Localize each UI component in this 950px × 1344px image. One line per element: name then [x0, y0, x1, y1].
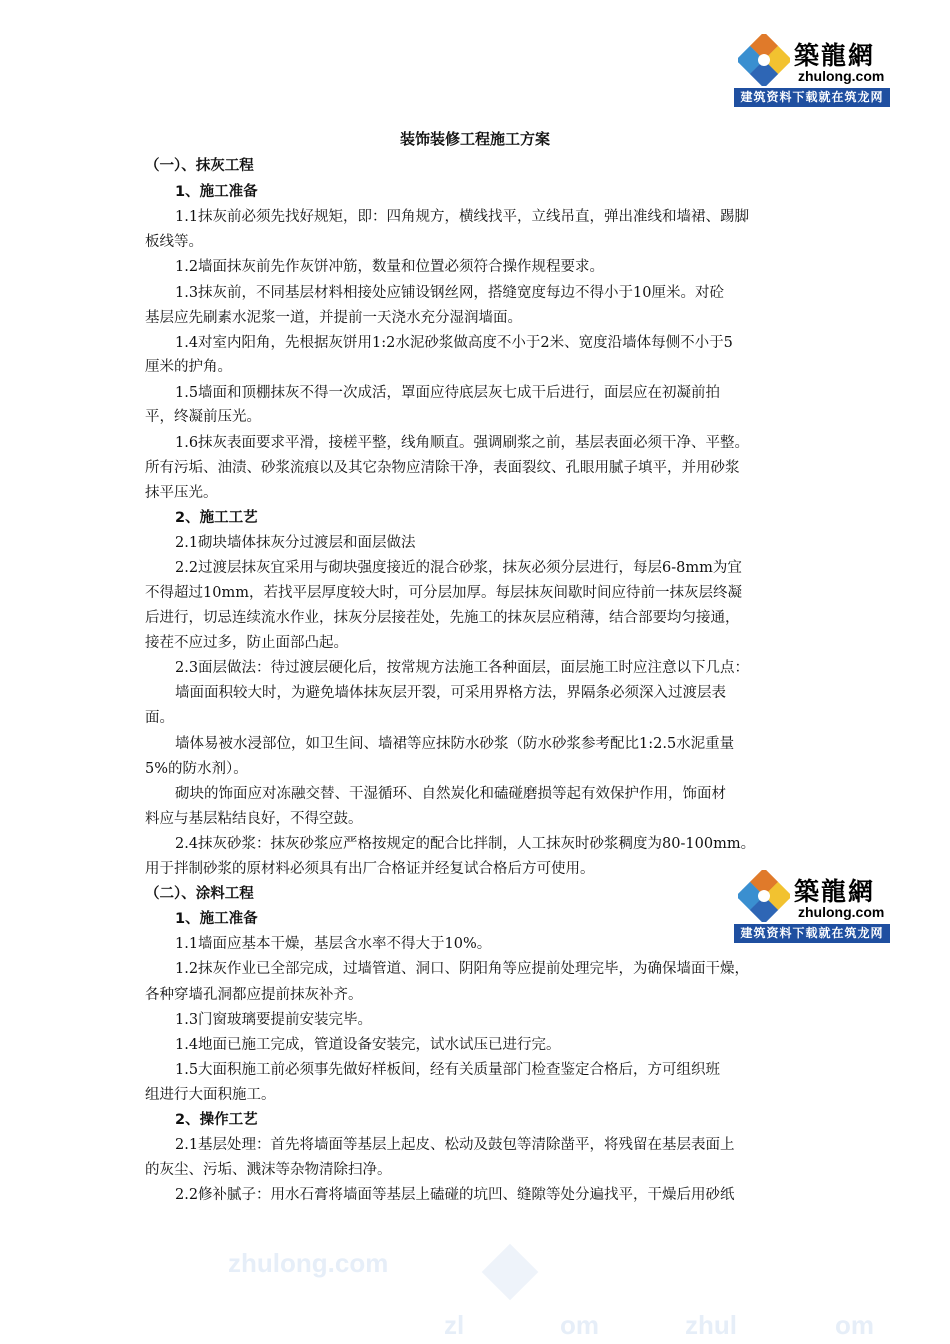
paragraph-line: 1.1抹灰前必须先找好规矩，即：四角规方，横线找平，立线吊直，弹出准线和墙裙、踢脚 [175, 209, 750, 225]
paragraph-line: 2.3面层做法：待过渡层硬化后，按常规方法施工各种面层，面层施工时应注意以下几点： [175, 660, 750, 676]
paragraph-line: 1.3门窗玻璃要提前安装完毕。 [175, 1012, 373, 1028]
paragraph-line: 5%的防水剂）。 [145, 761, 248, 777]
watermark-text: om [835, 1310, 874, 1340]
subsection-heading: 1、施工准备 [175, 184, 258, 200]
paragraph-line: 接茬不应过多，防止面部凸起。 [145, 635, 348, 651]
paragraph-line: 平，终凝前压光。 [145, 409, 261, 425]
paragraph-line: 1.4地面已施工完成，管道设备安装完，试水试压已进行完。 [175, 1037, 561, 1053]
paragraph-line: 2.2修补腻子：用水石膏将墙面等基层上磕碰的坑凹、缝隙等处分遍找平，干燥后用砂纸 [175, 1187, 735, 1203]
paragraph-line: 1.4对室内阳角，先根据灰饼用1:2水泥砂浆做高度不小于2米、宽度沿墙体每侧不小于5 [175, 335, 733, 351]
paragraph-line: 1.5墙面和顶棚抹灰不得一次成活，罩面应待底层灰七成干后进行，面层应在初凝前拍 [175, 385, 721, 401]
paragraph-line: 不得超过10mm，若找平层厚度较大时，可分层加厚。每层抹灰间歇时间应待前一抹灰层终凝 [145, 585, 742, 601]
logo-tagline: 建筑资料下载就在筑龙网 [734, 88, 890, 107]
watermark-text: zl [444, 1310, 465, 1340]
logo-tagline: 建筑资料下载就在筑龙网 [734, 924, 890, 943]
paragraph-line: 砌块的饰面应对冻融交替、干湿循环、自然炭化和磕碰磨损等起有效保护作用，饰面材 [175, 786, 726, 802]
paragraph-line: 厘米的护角。 [145, 359, 232, 375]
subsection-heading: 1、施工准备 [175, 911, 258, 927]
paragraph-line: 1.1墙面应基本干燥，基层含水率不得大于10%。 [175, 936, 492, 952]
paragraph-line: 2.1基层处理：首先将墙面等基层上起皮、松动及鼓包等清除凿平，将残留在基层表面上 [175, 1137, 735, 1153]
logo-domain: zhulong.com [798, 68, 885, 84]
paragraph-line: 2.4抹灰砂浆：抹灰砂浆应严格按规定的配合比拌制，人工抹灰时砂浆稠度为80-100mm。 [175, 836, 756, 852]
paragraph-line: 用于拌制砂浆的原材料必须具有出厂合格证并经复试合格后方可使用。 [145, 861, 595, 877]
section-heading: （一）、抹灰工程 [145, 158, 254, 174]
paragraph-line: 组进行大面积施工。 [145, 1087, 276, 1103]
paragraph-line: 1.2抹灰作业已全部完成，过墙管道、洞口、阴阳角等应提前处理完毕，为确保墙面干燥， [175, 961, 750, 977]
paragraph-line: 面。 [145, 710, 174, 726]
paragraph-line: 抹平压光。 [145, 485, 218, 501]
zhulong-logo-icon [738, 34, 790, 86]
paragraph-line: 1.3抹灰前，不同基层材料相接处应铺设钢丝网，搭缝宽度每边不得小于10厘米。对砼 [175, 285, 725, 301]
paragraph-line: 1.5大面积施工前必须事先做好样板间，经有关质量部门检查鉴定合格后，方可组织班 [175, 1062, 721, 1078]
paragraph-line: 1.6抹灰表面要求平滑，接槎平整，线角顺直。强调刷浆之前，基层表面必须干净、平整。 [175, 435, 750, 451]
zhulong-logo [734, 866, 890, 946]
paragraph-line: 墙体易被水浸部位，如卫生间、墙裙等应抹防水砂浆（防水砂浆参考配比1:2.5水泥重量 [175, 736, 735, 752]
document-title: 装饰装修工程施工方案 [399, 130, 550, 148]
watermark-text: zhul [685, 1310, 737, 1340]
watermark-text: zhulong.com [228, 1248, 389, 1278]
watermark-logo-icon [470, 1232, 550, 1312]
paragraph-line: 各种穿墙孔洞都应提前抹灰补齐。 [145, 987, 363, 1003]
zhulong-logo [734, 30, 890, 110]
paragraph-line: 后进行，切忌连续流水作业，抹灰分层接茬处，先施工的抹灰层应稍薄，结合部要均匀接通， [145, 610, 740, 626]
watermark-text: om [560, 1310, 599, 1340]
paragraph-line: 2.1砌块墙体抹灰分过渡层和面层做法 [175, 535, 416, 551]
paragraph-line: 1.2墙面抹灰前先作灰饼冲筋，数量和位置必须符合操作规程要求。 [175, 259, 605, 275]
logo-chinese-name: 築龍網 [794, 41, 876, 70]
paragraph-line: 的灰尘、污垢、溅沫等杂物清除扫净。 [145, 1162, 392, 1178]
section-heading: （二）、涂料工程 [145, 886, 254, 902]
subsection-heading: 2、操作工艺 [175, 1112, 258, 1128]
paragraph-line: 2.2过渡层抹灰宜采用与砌块强度接近的混合砂浆，抹灰必须分层进行，每层6-8mm为宜 [175, 560, 742, 576]
paragraph-line: 所有污垢、油渍、砂浆流痕以及其它杂物应清除干净，表面裂纹、孔眼用腻子填平，并用砂浆 [145, 460, 740, 476]
paragraph-line: 基层应先刷素水泥浆一道，并提前一天浇水充分湿润墙面。 [145, 310, 522, 326]
zhulong-logo-icon [738, 870, 790, 922]
paragraph-line: 料应与基层粘结良好，不得空鼓。 [145, 811, 363, 827]
logo-chinese-name: 築龍網 [794, 877, 876, 906]
paragraph-line: 板线等。 [145, 234, 203, 250]
logo-domain: zhulong.com [798, 904, 885, 920]
paragraph-line: 墙面面积较大时，为避免墙体抹灰层开裂，可采用界格方法，界隔条必须深入过渡层表 [175, 685, 726, 701]
subsection-heading: 2、施工工艺 [175, 510, 258, 526]
